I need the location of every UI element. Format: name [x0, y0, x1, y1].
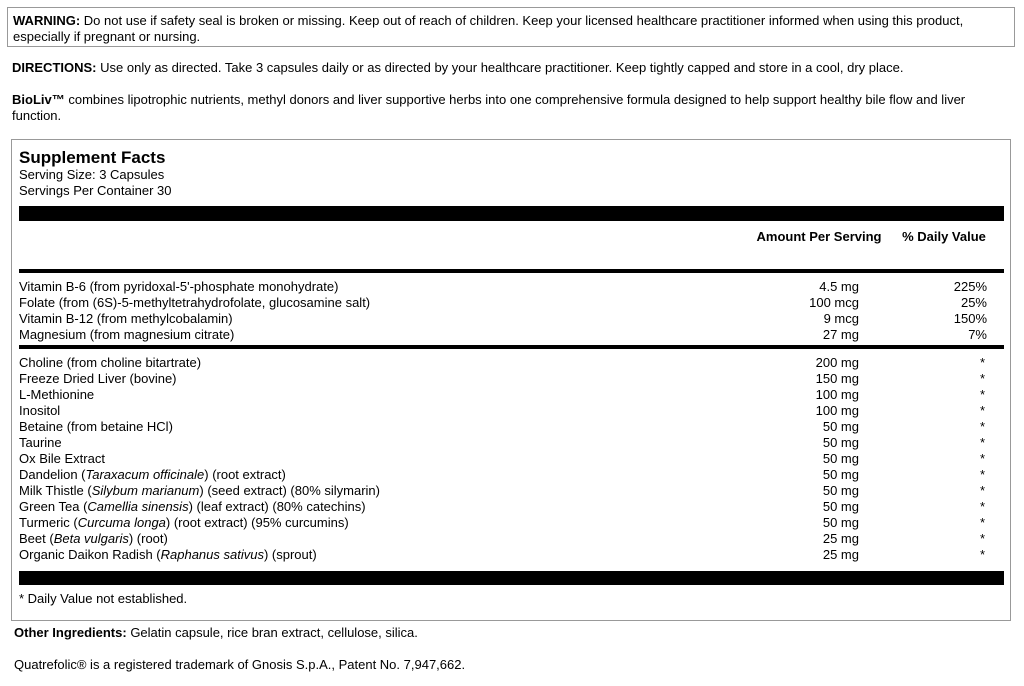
- ingredient-amount: 50 mg: [822, 515, 859, 530]
- ingredient-name-text: Milk Thistle (: [19, 483, 92, 498]
- ingredient-name: [19, 499, 366, 515]
- ingredient-daily-value: *: [979, 531, 985, 546]
- ingredient-daily-value: *: [979, 355, 985, 370]
- ingredient-latin-name: Curcuma longa: [77, 515, 166, 530]
- ingredient-name: [19, 355, 201, 371]
- ingredient-daily-value: *: [979, 467, 985, 482]
- ingredient-name-suffix: ) (root): [128, 531, 168, 546]
- nutrient-name: Folate (from (6S)-5-methyltetrahydrofolate, glucosamine salt): [19, 295, 371, 310]
- ingredient-row: [19, 467, 1004, 483]
- ingredient-row: [19, 355, 1004, 371]
- ingredient-amount: 25 mg: [822, 547, 859, 562]
- warning-box: [7, 7, 1015, 47]
- nutrient-row: [19, 327, 1004, 343]
- other-ingredients-text: Gelatin capsule, rice bran extract, cellulose, silica.: [130, 625, 418, 640]
- other-ingredients-label: Other Ingredients:: [14, 625, 127, 640]
- supplement-facts-panel: [11, 139, 1011, 621]
- ingredient-row: [19, 499, 1004, 515]
- ingredient-daily-value: *: [979, 499, 985, 514]
- description-text: combines lipotrophic nutrients, methyl donors and liver supportive herbs into one comprehensive formula designed to help support healthy bile flow and liver function.: [12, 92, 966, 123]
- nutrient-amount: 4.5 mg: [819, 279, 859, 294]
- warning-label: WARNING:: [13, 13, 81, 28]
- daily-value-header: % Daily Value: [902, 229, 986, 244]
- nutrient-name: Vitamin B-6 (from pyridoxal-5'-phosphate monohydrate): [19, 279, 339, 294]
- ingredient-daily-value: *: [979, 547, 985, 562]
- ingredient-daily-value: *: [979, 435, 985, 450]
- directions: [12, 60, 1012, 76]
- directions-label: DIRECTIONS:: [12, 60, 97, 75]
- ingredient-row: [19, 451, 1004, 467]
- ingredient-name: [19, 419, 173, 435]
- ingredient-row: [19, 483, 1004, 499]
- ingredient-name-suffix: ) (root extract): [204, 467, 286, 482]
- ingredient-name-suffix: ) (seed extract) (80% silymarin): [199, 483, 380, 498]
- ingredient-daily-value: *: [979, 483, 985, 498]
- ingredient-amount: 50 mg: [822, 467, 859, 482]
- ingredient-name: [19, 515, 349, 531]
- serving-size: Serving Size: 3 Capsules: [19, 167, 165, 182]
- ingredient-latin-name: Silybum marianum: [91, 483, 200, 498]
- ingredient-amount: 50 mg: [822, 419, 859, 434]
- ingredient-daily-value: *: [979, 451, 985, 466]
- ingredient-name: [19, 451, 105, 467]
- ingredient-row: [19, 531, 1004, 547]
- product-description: [12, 92, 1012, 124]
- nutrient-amount: 27 mg: [822, 327, 859, 342]
- ingredient-name-text: Dandelion (: [19, 467, 86, 482]
- ingredient-name: [19, 483, 380, 499]
- ingredient-daily-value: *: [979, 419, 985, 434]
- ingredient-row: [19, 435, 1004, 451]
- ingredient-name: [19, 547, 317, 563]
- nutrient-row: [19, 295, 1004, 311]
- ingredient-latin-name: Raphanus sativus: [160, 547, 264, 562]
- column-headers: [19, 221, 1004, 269]
- ingredient-amount: 25 mg: [822, 531, 859, 546]
- ingredient-name-text: Inositol: [19, 403, 61, 418]
- nutrient-name: Vitamin B-12 (from methylcobalamin): [19, 311, 233, 326]
- ingredient-name-suffix: ) (leaf extract) (80% catechins): [188, 499, 366, 514]
- ingredient-name: [19, 387, 94, 403]
- ingredient-name-text: Choline (from choline bitartrate): [19, 355, 202, 370]
- trademark-notice: Quatrefolic® is a registered trademark of Gnosis S.p.A., Patent No. 7,947,662.: [14, 657, 466, 672]
- ingredient-name-text: Turmeric (: [19, 515, 78, 530]
- ingredient-name-text: Green Tea (: [19, 499, 88, 514]
- nutrient-row: [19, 279, 1004, 295]
- ingredient-latin-name: Camellia sinensis: [87, 499, 189, 514]
- nutrient-amount: 100 mcg: [809, 295, 859, 310]
- ingredient-amount: 50 mg: [822, 435, 859, 450]
- footnote: * Daily Value not established.: [19, 591, 188, 606]
- ingredient-amount: 50 mg: [822, 451, 859, 466]
- nutrient-row: [19, 311, 1004, 327]
- nutrient-daily-value: 150%: [953, 311, 987, 326]
- ingredient-name-suffix: ) (root extract) (95% curcumins): [165, 515, 349, 530]
- other-ingredients: [14, 625, 1014, 641]
- ingredient-latin-name: Taraxacum officinale: [85, 467, 205, 482]
- ingredient-row: [19, 403, 1004, 419]
- ingredient-daily-value: *: [979, 371, 985, 386]
- ingredient-amount: 150 mg: [815, 371, 859, 386]
- ingredient-latin-name: Beta vulgaris: [53, 531, 129, 546]
- ingredient-name: [19, 531, 168, 547]
- ingredient-amount: 100 mg: [815, 403, 859, 418]
- nutrient-daily-value: 7%: [968, 327, 987, 342]
- ingredient-daily-value: *: [979, 387, 985, 402]
- ingredient-name-text: Organic Daikon Radish (: [19, 547, 161, 562]
- ingredient-name-text: Freeze Dried Liver (bovine): [19, 371, 177, 386]
- ingredient-row: [19, 547, 1004, 563]
- ingredient-name-text: Betaine (from betaine HCl): [19, 419, 173, 434]
- nutrient-amount: 9 mcg: [823, 311, 859, 326]
- ingredient-daily-value: *: [979, 515, 985, 530]
- ingredient-row: [19, 515, 1004, 531]
- ingredient-name: [19, 371, 177, 387]
- brand-name: BioLiv™: [12, 92, 65, 107]
- ingredient-amount: 50 mg: [822, 499, 859, 514]
- amount-header: Amount Per Serving: [756, 229, 882, 244]
- ingredient-name-text: Ox Bile Extract: [19, 451, 105, 466]
- ingredient-name-text: L-Methionine: [19, 387, 95, 402]
- ingredient-row: [19, 371, 1004, 387]
- ingredient-name-text: Taurine: [19, 435, 62, 450]
- ingredient-name: [19, 403, 60, 419]
- ingredient-rows: [19, 349, 1004, 565]
- ingredient-name: [19, 467, 286, 483]
- warning-text: Do not use if safety seal is broken or missing. Keep out of reach of children. Keep your licensed healthcare practitioner informed when using this product, especially if pregnant or nursing.: [13, 13, 964, 44]
- divider-bottom: [19, 571, 1004, 585]
- directions-text: Use only as directed. Take 3 capsules daily or as directed by your healthcare practitioner. Keep tightly capped and store in a cool, dry place.: [100, 60, 904, 75]
- facts-title: Supplement Facts: [19, 148, 166, 167]
- ingredient-row: [19, 419, 1004, 435]
- ingredient-row: [19, 387, 1004, 403]
- nutrient-name: Magnesium (from magnesium citrate): [19, 327, 235, 342]
- ingredient-amount: 100 mg: [815, 387, 859, 402]
- ingredient-daily-value: *: [979, 403, 985, 418]
- nutrient-daily-value: 225%: [953, 279, 987, 294]
- ingredient-name-suffix: ) (sprout): [263, 547, 317, 562]
- ingredient-amount: 50 mg: [822, 483, 859, 498]
- servings-per-container: Servings Per Container 30: [19, 183, 172, 198]
- ingredient-name-text: Beet (: [19, 531, 54, 546]
- divider-thick: [19, 206, 1004, 221]
- vitamin-rows: [19, 273, 1004, 345]
- ingredient-amount: 200 mg: [815, 355, 859, 370]
- nutrient-daily-value: 25%: [960, 295, 987, 310]
- ingredient-name: [19, 435, 62, 451]
